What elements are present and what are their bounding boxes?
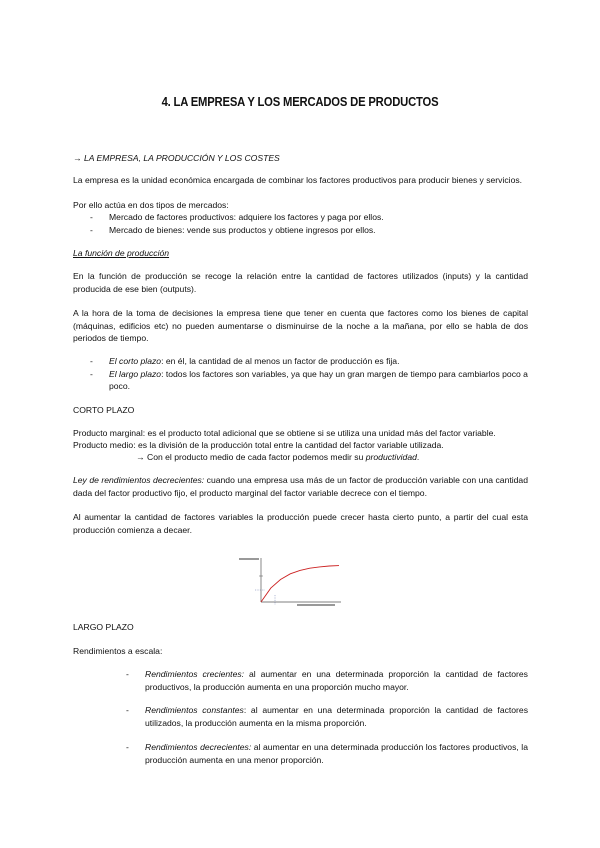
x-label-mark bbox=[297, 604, 335, 606]
rendimientos-escala: Rendimientos a escala: bbox=[73, 646, 163, 656]
funcion-heading: La función de producción bbox=[73, 248, 170, 258]
markets-list bbox=[73, 211, 528, 236]
section-heading: → LA EMPRESA, LA PRODUCCIÓN Y LOS COSTES bbox=[73, 153, 280, 163]
corto-heading: CORTO PLAZO bbox=[73, 405, 135, 415]
list-item: - Mercado de bienes: vende sus productos y obtiene ingresos por ellos. bbox=[90, 224, 376, 235]
largo-heading: LARGO PLAZO bbox=[73, 622, 134, 632]
intro-markets-line: Por ello actúa en dos tipos de mercados: bbox=[73, 200, 229, 210]
ley-rendimientos: Ley de rendimientos decrecientes: cuando una empresa usa más de un factor de producción variable con una cantidad dada del factor productivo fijo, el producto marginal del factor variable decrece con el tiempo. bbox=[73, 475, 528, 498]
list-item: - Rendimientos decrecientes: al aumentar en una determinada producción los factores productivos, la producción aumenta en una menor proporción. bbox=[126, 742, 528, 765]
funcion-paragraph-2: A la hora de la toma de decisiones la empresa tiene que tener en cuenta que factores como los bienes de capital (máquinas, edificios etc) no pueden aumentarse o disminuirse de la noche a la mañana, por ello se habla de dos periodos de tiempo. bbox=[73, 308, 528, 344]
list-item: - Mercado de factores productivos: adquiere los factores y paga por ellos. bbox=[90, 212, 384, 222]
periods-list bbox=[73, 355, 528, 393]
list-item: - El corto plazo: en él, la cantidad de al menos un factor de producción es fija. bbox=[90, 356, 400, 366]
list-item: - El largo plazo: todos los factores son variables, ya que hay un gran margen de tiempo para cambiarlos poco a poco. bbox=[90, 368, 528, 392]
productividad-line: → Con el producto medio de cada factor podemos medir su productividad. bbox=[136, 452, 420, 462]
production-curve-chart bbox=[235, 553, 345, 611]
page-title: 4. LA EMPRESA Y LOS MERCADOS DE PRODUCTOS bbox=[161, 95, 439, 109]
factores-paragraph: Al aumentar la cantidad de factores variables la producción puede crecer hasta cierto punto, a partir del cual esta producción comienza a decaer. bbox=[73, 512, 528, 535]
intro-paragraph: La empresa es la unidad económica encargada de combinar los factores productivos para producir bienes y servicios. bbox=[73, 175, 523, 185]
funcion-paragraph-1: En la función de producción se recoge la relación entre la cantidad de factores utilizados (inputs) y la cantidad producida de ese bien (outputs). bbox=[73, 271, 528, 294]
production-curve-line bbox=[261, 566, 339, 602]
producto-medio: Producto medio: es la división de la producción total entre la cantidad del factor variable utilizada. bbox=[73, 440, 444, 450]
list-item: - Rendimientos crecientes: al aumentar en una determinada proporción la cantidad de factores productivos, la producción aumenta en una proporción mucho mayor. bbox=[126, 669, 528, 692]
y-label-mark bbox=[239, 558, 259, 560]
list-item: - Rendimientos constantes: al aumentar en una determinada proporción la cantidad de factores utilizados, la producción aumenta en la misma proporción. bbox=[126, 705, 528, 728]
producto-marginal: Producto marginal: es el producto total adicional que se obtiene si se utiliza una unidad más del factor variable. bbox=[73, 428, 496, 438]
